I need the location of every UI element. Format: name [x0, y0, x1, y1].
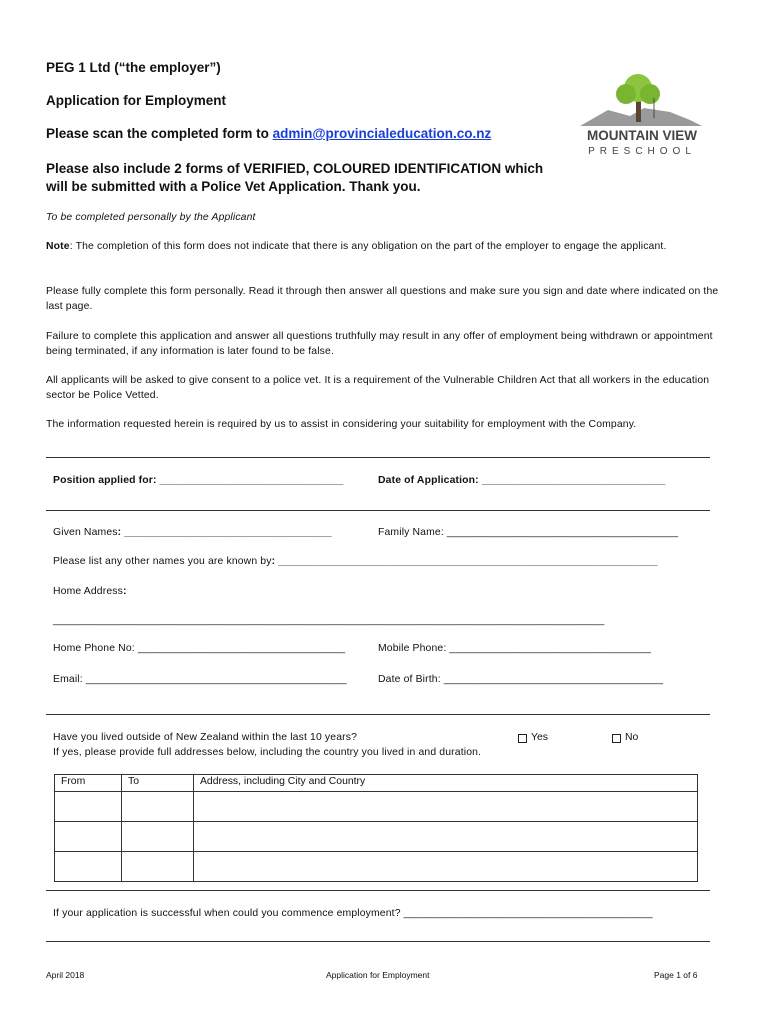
note-label: Note — [46, 241, 70, 252]
form-title: Application for Employment — [46, 93, 227, 108]
yes-label: Yes — [531, 732, 548, 743]
no-label: No — [625, 732, 639, 743]
given-names-line[interactable]: : ___________________________________ — [117, 527, 332, 538]
email-link[interactable]: admin@provincialeducation.co.nz — [272, 126, 492, 141]
date-of-birth-field[interactable]: Date of Birth: _____________________________________ — [378, 674, 664, 685]
tree-canopy-left — [616, 84, 636, 104]
information-use-paragraph: The information requested herein is required by us to assist in considering your suitability for employment with the Company. — [46, 419, 637, 430]
divider — [46, 714, 710, 715]
address-instruction: If yes, please provide full addresses below, including the country you lived in and duration. — [53, 747, 482, 758]
identification-instruction: Please also include 2 forms of VERIFIED, COLOURED IDENTIFICATION which will be submitted with a Police Vet Application. Thank you. — [46, 161, 544, 194]
position-applied-field[interactable]: Position applied for: _______________________________ — [53, 475, 344, 486]
table-row — [55, 852, 698, 882]
company-name: PEG 1 Ltd (“the employer”) — [46, 60, 221, 75]
given-names-label: Given Names — [53, 527, 118, 538]
family-name-field[interactable]: Family Name: _______________________________________ — [378, 527, 679, 538]
overseas-address-table — [54, 774, 698, 882]
other-names-label: Please list any other names you are known by — [53, 556, 272, 567]
table-cell-address[interactable] — [194, 792, 698, 822]
table-cell-to[interactable] — [122, 822, 194, 852]
scan-instruction — [46, 125, 491, 143]
given-names-field[interactable] — [53, 526, 332, 540]
lived-overseas-question: Have you lived outside of New Zealand within the last 10 years? — [53, 732, 358, 743]
divider — [46, 890, 710, 891]
table-cell-from[interactable] — [55, 792, 122, 822]
logo-line-2: PRESCHOOL — [588, 146, 696, 157]
home-address-text: Home Address — [53, 586, 123, 597]
other-names-field[interactable] — [53, 555, 658, 569]
no-checkbox[interactable] — [612, 731, 638, 745]
note-paragraph — [46, 239, 726, 254]
table-row — [55, 792, 698, 822]
footer-page-number: Page 1 of 6 — [654, 970, 698, 980]
scan-prefix: Please scan the completed form to — [46, 126, 273, 141]
checkbox-square-icon[interactable] — [612, 734, 621, 743]
table-cell-address[interactable] — [194, 852, 698, 882]
table-cell-from[interactable] — [55, 822, 122, 852]
table-cell-address[interactable] — [194, 822, 698, 852]
tree-canopy-right — [640, 84, 660, 104]
home-address-colon: : — [122, 586, 127, 597]
logo-line-1: MOUNTAIN VIEW — [587, 128, 697, 143]
note-text: : The completion of this form does not indicate that there is any obligation on the part of the employer to engage the applicant. — [69, 241, 667, 252]
date-of-application-field[interactable]: Date of Application: _______________________________ — [378, 475, 666, 486]
other-names-line[interactable]: : ________________________________________________________________ — [271, 556, 658, 567]
mobile-phone-field[interactable]: Mobile Phone: __________________________________ — [378, 643, 651, 654]
completion-instruction: To be completed personally by the Applicant — [46, 212, 256, 223]
column-header-from: From — [55, 775, 122, 792]
table-cell-from[interactable] — [55, 852, 122, 882]
home-phone-field[interactable]: Home Phone No: ___________________________________ — [53, 643, 346, 654]
table-header-row — [55, 775, 698, 792]
table-cell-to[interactable] — [122, 792, 194, 822]
complete-personally-paragraph: Please fully complete this form personally. Read it through then answer all questions and make sure you sign and date where indicated on the last page. — [46, 286, 719, 312]
table-row — [55, 822, 698, 852]
mountain-view-logo — [578, 68, 706, 160]
checkbox-square-icon[interactable] — [518, 734, 527, 743]
table-cell-to[interactable] — [122, 852, 194, 882]
home-address-line[interactable]: _____________________________________________________________________________________________ — [53, 615, 605, 626]
footer-date: April 2018 — [46, 970, 85, 980]
commence-employment-field[interactable]: If your application is successful when could you commence employment? __________________________________________ — [53, 908, 653, 919]
divider — [46, 941, 710, 942]
yes-checkbox[interactable] — [518, 731, 548, 745]
police-vet-paragraph: All applicants will be asked to give consent to a police vet. It is a requirement of the Vulnerable Children Act that all workers in the education sector be Police Vetted. — [46, 375, 710, 401]
column-header-to: To — [122, 775, 194, 792]
column-header-address: Address, including City and Country — [194, 775, 698, 792]
home-address-label — [53, 585, 127, 599]
footer-title: Application for Employment — [326, 970, 430, 980]
truthfulness-paragraph: Failure to complete this application and answer all questions truthfully may result in any offer of employment being withdrawn or appointment being terminated, if any information is later found to be false. — [46, 331, 713, 357]
divider — [46, 457, 710, 458]
divider — [46, 510, 710, 511]
email-field[interactable]: Email: ____________________________________________ — [53, 674, 347, 685]
